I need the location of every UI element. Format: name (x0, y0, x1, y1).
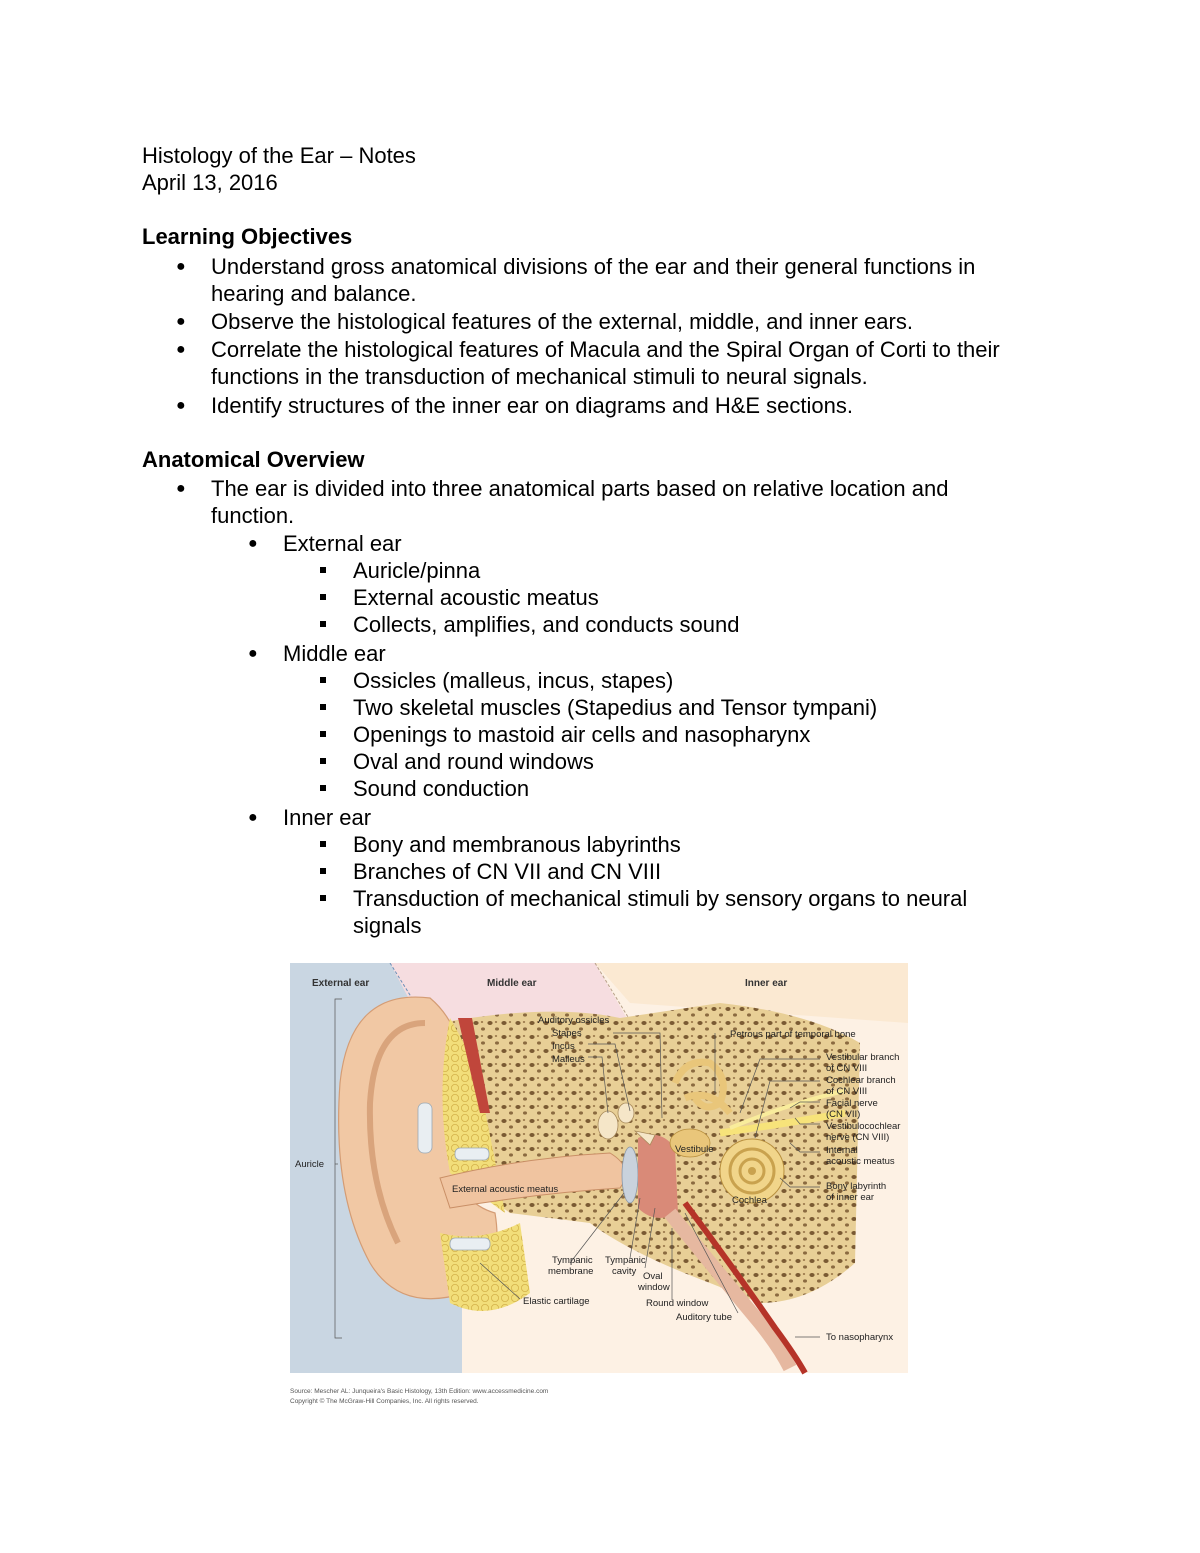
part-inner-ear: Inner ear (283, 805, 372, 830)
part-item: Branches of CN VII and CN VIII (353, 859, 662, 884)
part-item: Openings to mastoid air cells and nasopharynx (353, 722, 811, 747)
bullet-icon: ● (248, 809, 258, 826)
label-tympanic-cavity-2: cavity (612, 1266, 637, 1277)
label-auricle: Auricle (295, 1159, 325, 1170)
part-item: Transduction of mechanical stimuli by sensory organs to neural (353, 886, 968, 911)
bullet-icon: ● (176, 480, 186, 497)
region-label-external: External ear (312, 978, 370, 989)
part-external-ear: External ear (283, 531, 402, 556)
label-vestibular-branch: Vestibular branch (826, 1052, 900, 1063)
label-vestibulocochlear-2: nerve (CN VIII) (826, 1132, 890, 1143)
document-date: April 13, 2016 (142, 170, 278, 195)
region-label-middle: Middle ear (487, 978, 537, 989)
label-tympanic-membrane: Tympanic (552, 1255, 593, 1266)
bullet-icon: ● (248, 535, 258, 552)
label-incus: Incus (552, 1041, 575, 1052)
malleus-shape (598, 1111, 618, 1139)
label-bony-labyrinth: Bony labyrinth (826, 1181, 887, 1192)
bullet-icon: ● (176, 397, 186, 414)
part-middle-ear: Middle ear (283, 641, 386, 666)
cochlea-shape (720, 1139, 784, 1203)
fat-tissue-lower (440, 1223, 530, 1311)
square-bullet-icon (320, 677, 326, 683)
label-round-window: Round window (646, 1298, 709, 1309)
label-tympanic-membrane-2: membrane (548, 1266, 594, 1277)
square-bullet-icon (320, 758, 326, 764)
label-cochlear-branch: Cochlear branch (826, 1075, 896, 1086)
square-bullet-icon (320, 731, 326, 737)
square-bullet-icon (320, 567, 326, 573)
square-bullet-icon (320, 621, 326, 627)
part-item: Ossicles (malleus, incus, stapes) (353, 668, 674, 693)
label-external-meatus: External acoustic meatus (452, 1184, 559, 1195)
square-bullet-icon (320, 841, 326, 847)
part-item: Bony and membranous labyrinths (353, 832, 681, 857)
incus-shape (618, 1103, 634, 1123)
part-item: Two skeletal muscles (Stapedius and Tensor tympani) (353, 695, 878, 720)
label-vestibular-branch-2: of CN VIII (826, 1063, 868, 1074)
part-item-continued: signals (353, 913, 422, 938)
label-auditory-ossicles: Auditory ossicles (538, 1015, 610, 1026)
square-bullet-icon (320, 785, 326, 791)
objective-item-1-line-2: hearing and balance. (211, 281, 417, 306)
objective-item-3-line-2: functions in the transduction of mechanical stimuli to neural signals. (211, 364, 868, 389)
figure-copyright: Copyright © The McGraw-Hill Companies, Inc. All rights reserved. (290, 1398, 479, 1405)
label-malleus: Malleus (552, 1054, 585, 1065)
objective-item-1-line-1: Understand gross anatomical divisions of the ear and their general functions in (211, 254, 976, 279)
label-elastic-cartilage: Elastic cartilage (523, 1296, 590, 1307)
part-item: Sound conduction (353, 776, 530, 801)
square-bullet-icon (320, 594, 326, 600)
objective-item-3-line-1: Correlate the histological features of Macula and the Spiral Organ of Corti to their (211, 337, 1000, 362)
label-internal-meatus: Internal (826, 1145, 858, 1156)
label-vestibulocochlear: Vestibulocochlear (826, 1121, 901, 1132)
overview-heading: Anatomical Overview (142, 447, 365, 472)
bullet-icon: ● (176, 258, 186, 275)
part-item: External acoustic meatus (353, 585, 599, 610)
square-bullet-icon (320, 895, 326, 901)
label-oval-window-2: window (638, 1282, 670, 1293)
objectives-heading: Learning Objectives (142, 224, 353, 249)
label-petrous-bone: Petrous part of temporal bone (730, 1029, 856, 1040)
figure-source: Source: Mescher AL: Junqueira's Basic Histology, 13th Edition: www.accessmedicine.com (290, 1388, 549, 1395)
label-cochlear-branch-2: of CN VIII (826, 1086, 868, 1097)
label-stapes: Stapes (552, 1028, 582, 1039)
label-nasopharynx: To nasopharynx (826, 1332, 894, 1343)
label-vestibule: Vestibule (675, 1144, 714, 1155)
part-item: Auricle/pinna (353, 558, 481, 583)
cartilage-piece (450, 1238, 490, 1250)
objective-item-2: Observe the histological features of the external, middle, and inner ears. (211, 309, 913, 334)
part-item: Collects, amplifies, and conducts sound (353, 612, 740, 637)
label-bony-labyrinth-2: of inner ear (826, 1192, 875, 1203)
label-oval-window: Oval (643, 1271, 663, 1282)
label-cochlea: Cochlea (732, 1195, 767, 1206)
bullet-icon: ● (248, 645, 258, 662)
region-label-inner: Inner ear (745, 978, 788, 989)
label-tympanic-cavity: Tympanic (605, 1255, 646, 1266)
label-auditory-tube: Auditory tube (676, 1312, 732, 1323)
square-bullet-icon (320, 704, 326, 710)
document-title: Histology of the Ear – Notes (142, 143, 416, 168)
label-internal-meatus-2: acoustic meatus (826, 1156, 895, 1167)
part-item: Oval and round windows (353, 749, 594, 774)
bullet-icon: ● (176, 313, 186, 330)
bullet-icon: ● (176, 341, 186, 358)
overview-intro-line-2: function. (211, 503, 295, 528)
label-facial-nerve-2: (CN VII) (826, 1109, 861, 1120)
ear-anatomy-figure (290, 963, 908, 1413)
cartilage-piece (455, 1148, 489, 1160)
overview-intro-line-1: The ear is divided into three anatomical parts based on relative location and (211, 476, 949, 501)
label-facial-nerve: Facial nerve (826, 1098, 878, 1109)
square-bullet-icon (320, 868, 326, 874)
tympanic-membrane-shape (622, 1147, 638, 1203)
objective-item-4: Identify structures of the inner ear on diagrams and H&E sections. (211, 393, 853, 418)
cartilage-piece (418, 1103, 432, 1153)
